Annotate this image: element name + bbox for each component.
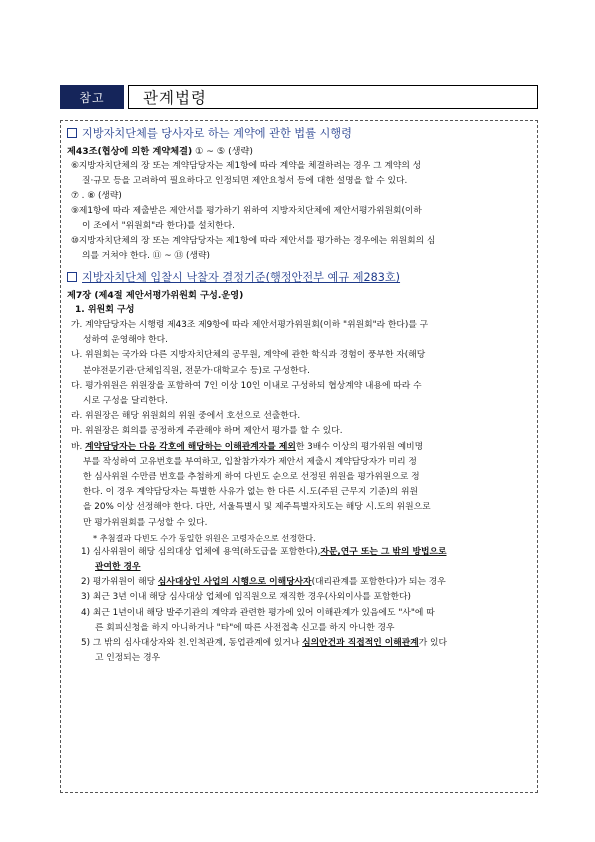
square-bullet-icon [67, 128, 77, 138]
article-43-heading: 제43조(협상에 의한 계약체결) ① ~ ⑤ (생략) [67, 146, 253, 157]
section1-title: 지방자치단체를 당사자로 하는 계약에 관한 법률 시행령 [67, 125, 531, 143]
exclusion-item-4: 4) 최근 1년이내 해당 발주기관의 계약과 관련한 평가에 있어 이해관계가 있음에도 "사"에 따 른 회피신청을 하지 아니하거나 "타"에 따른 사전접촉 신고를 하지 아니한 경우 [81, 607, 435, 633]
reference-tag: 참고 [60, 85, 124, 109]
paragraph-7-8: ⑦ . ⑧ (생략) [71, 191, 122, 201]
section2-title: 지방자치단체 입찰시 낙찰자 결정기준(행정안전부 예규 제283호) [67, 269, 531, 287]
header-title: 관계법령 [128, 85, 538, 109]
exclusion-item-1: 1) 심사위원이 해당 심의대상 업체에 용역(하도급을 포함한다),자문,연구 또는 그 밖의 방법으로 관여한 경우 [81, 546, 447, 573]
laws-frame [60, 120, 538, 793]
item-da: 다. 평가위원은 위원장을 포함하여 7인 이상 10인 이내로 구성하되 협상계약 내용에 따라 수 시로 구성을 달리한다. [71, 380, 422, 407]
item-ga: 가. 계약담당자는 시행령 제43조 제9항에 따라 제안서평가위원회(이하 "위원회"라 한다)를 구 성하여 운영해야 한다. [71, 320, 429, 346]
item-ra: 라. 위원장은 해당 위원회의 위원 중에서 호선으로 선출한다. [71, 411, 301, 422]
paragraph-10: ⑩지방자치단체의 장 또는 계약담당자는 제1항에 따라 제안서를 평가하는 경우에는 위원회의 심 의를 거쳐야 한다. ⑪ ~ ⑬ (생략) [71, 236, 436, 261]
item-na: 나. 위원회는 국가와 다른 지방자치단체의 공무원, 계약에 관한 학식과 경험이 풍부한 자(해당 분야전문기관·단체임직원, 전문가·대학교수 등)로 구성한다. [71, 350, 426, 376]
chapter-7-heading: 제7장 (제4절 제안서평가위원회 구성.운영) [67, 290, 244, 301]
exclusion-item-3: 3) 최근 3년 이내 해당 심사대상 업체에 임직원으로 재직한 경우(사외이사를 포함한다) [81, 592, 411, 603]
paragraph-9: ⑨제1항에 따라 제출받은 제안서를 평가하기 위하여 지방자치단체에 제안서평가위원회(이하 이 조에서 "위원회"라 한다)를 설치한다. [71, 206, 422, 231]
exclusion-item-5: 5) 그 밖의 심사대상자와 친.인척관계, 동업관계에 있거나 심의안건과 직접적인 이해관계가 있다 고 인정되는 경우 [81, 638, 448, 664]
item-ma: 마. 위원장은 회의를 공정하게 주관해야 하며 제안서 평가를 할 수 있다. [71, 426, 343, 437]
committee-composition-heading: 1. 위원회 구성 [75, 305, 135, 315]
square-bullet-icon [67, 272, 77, 282]
lottery-note: * 추첨결과 다빈도 수가 동일한 위원은 고령자순으로 선정한다. [93, 532, 316, 543]
paragraph-6: ⑥지방자치단체의 장 또는 계약담당자는 제1항에 따라 계약을 체결하려는 경우 그 계약의 성 질·규모 등을 고려하여 필요하다고 인정되면 제안요청서 등에 대한 설명을 할 수 있다. [71, 161, 422, 186]
exclusion-item-2: 2) 평가위원이 해당 심사대상인 사업의 시행으로 이해당사자(대리관계를 포함한다)가 되는 경우 [81, 577, 446, 588]
item-ba: 바. 계약담당자는 다음 각호에 해당하는 이해관계자를 제외한 3배수 이상의 평가위원 예비명 부를 작성하여 고유번호를 부여하고, 입찰참가자가 제안서 제출시 계약담당자가 미리 정 한 심사위원 수만큼 번호를 추첨하게 하여 다빈도 순으로 선정된 위원을 평가위원으로 정 한다. 이 경우 계약담당자는 특별한 사유가 없는 한 다른 시.도(주된 근무지 기준)의 위원 을 20% 이상 선정해야 한다. 다만, 서울특별시 및 제주특별자치도는 해당 시.도의 위원으로 만 평가위원회를 구성할 수 있다. [71, 441, 431, 528]
reference-header [60, 85, 538, 109]
